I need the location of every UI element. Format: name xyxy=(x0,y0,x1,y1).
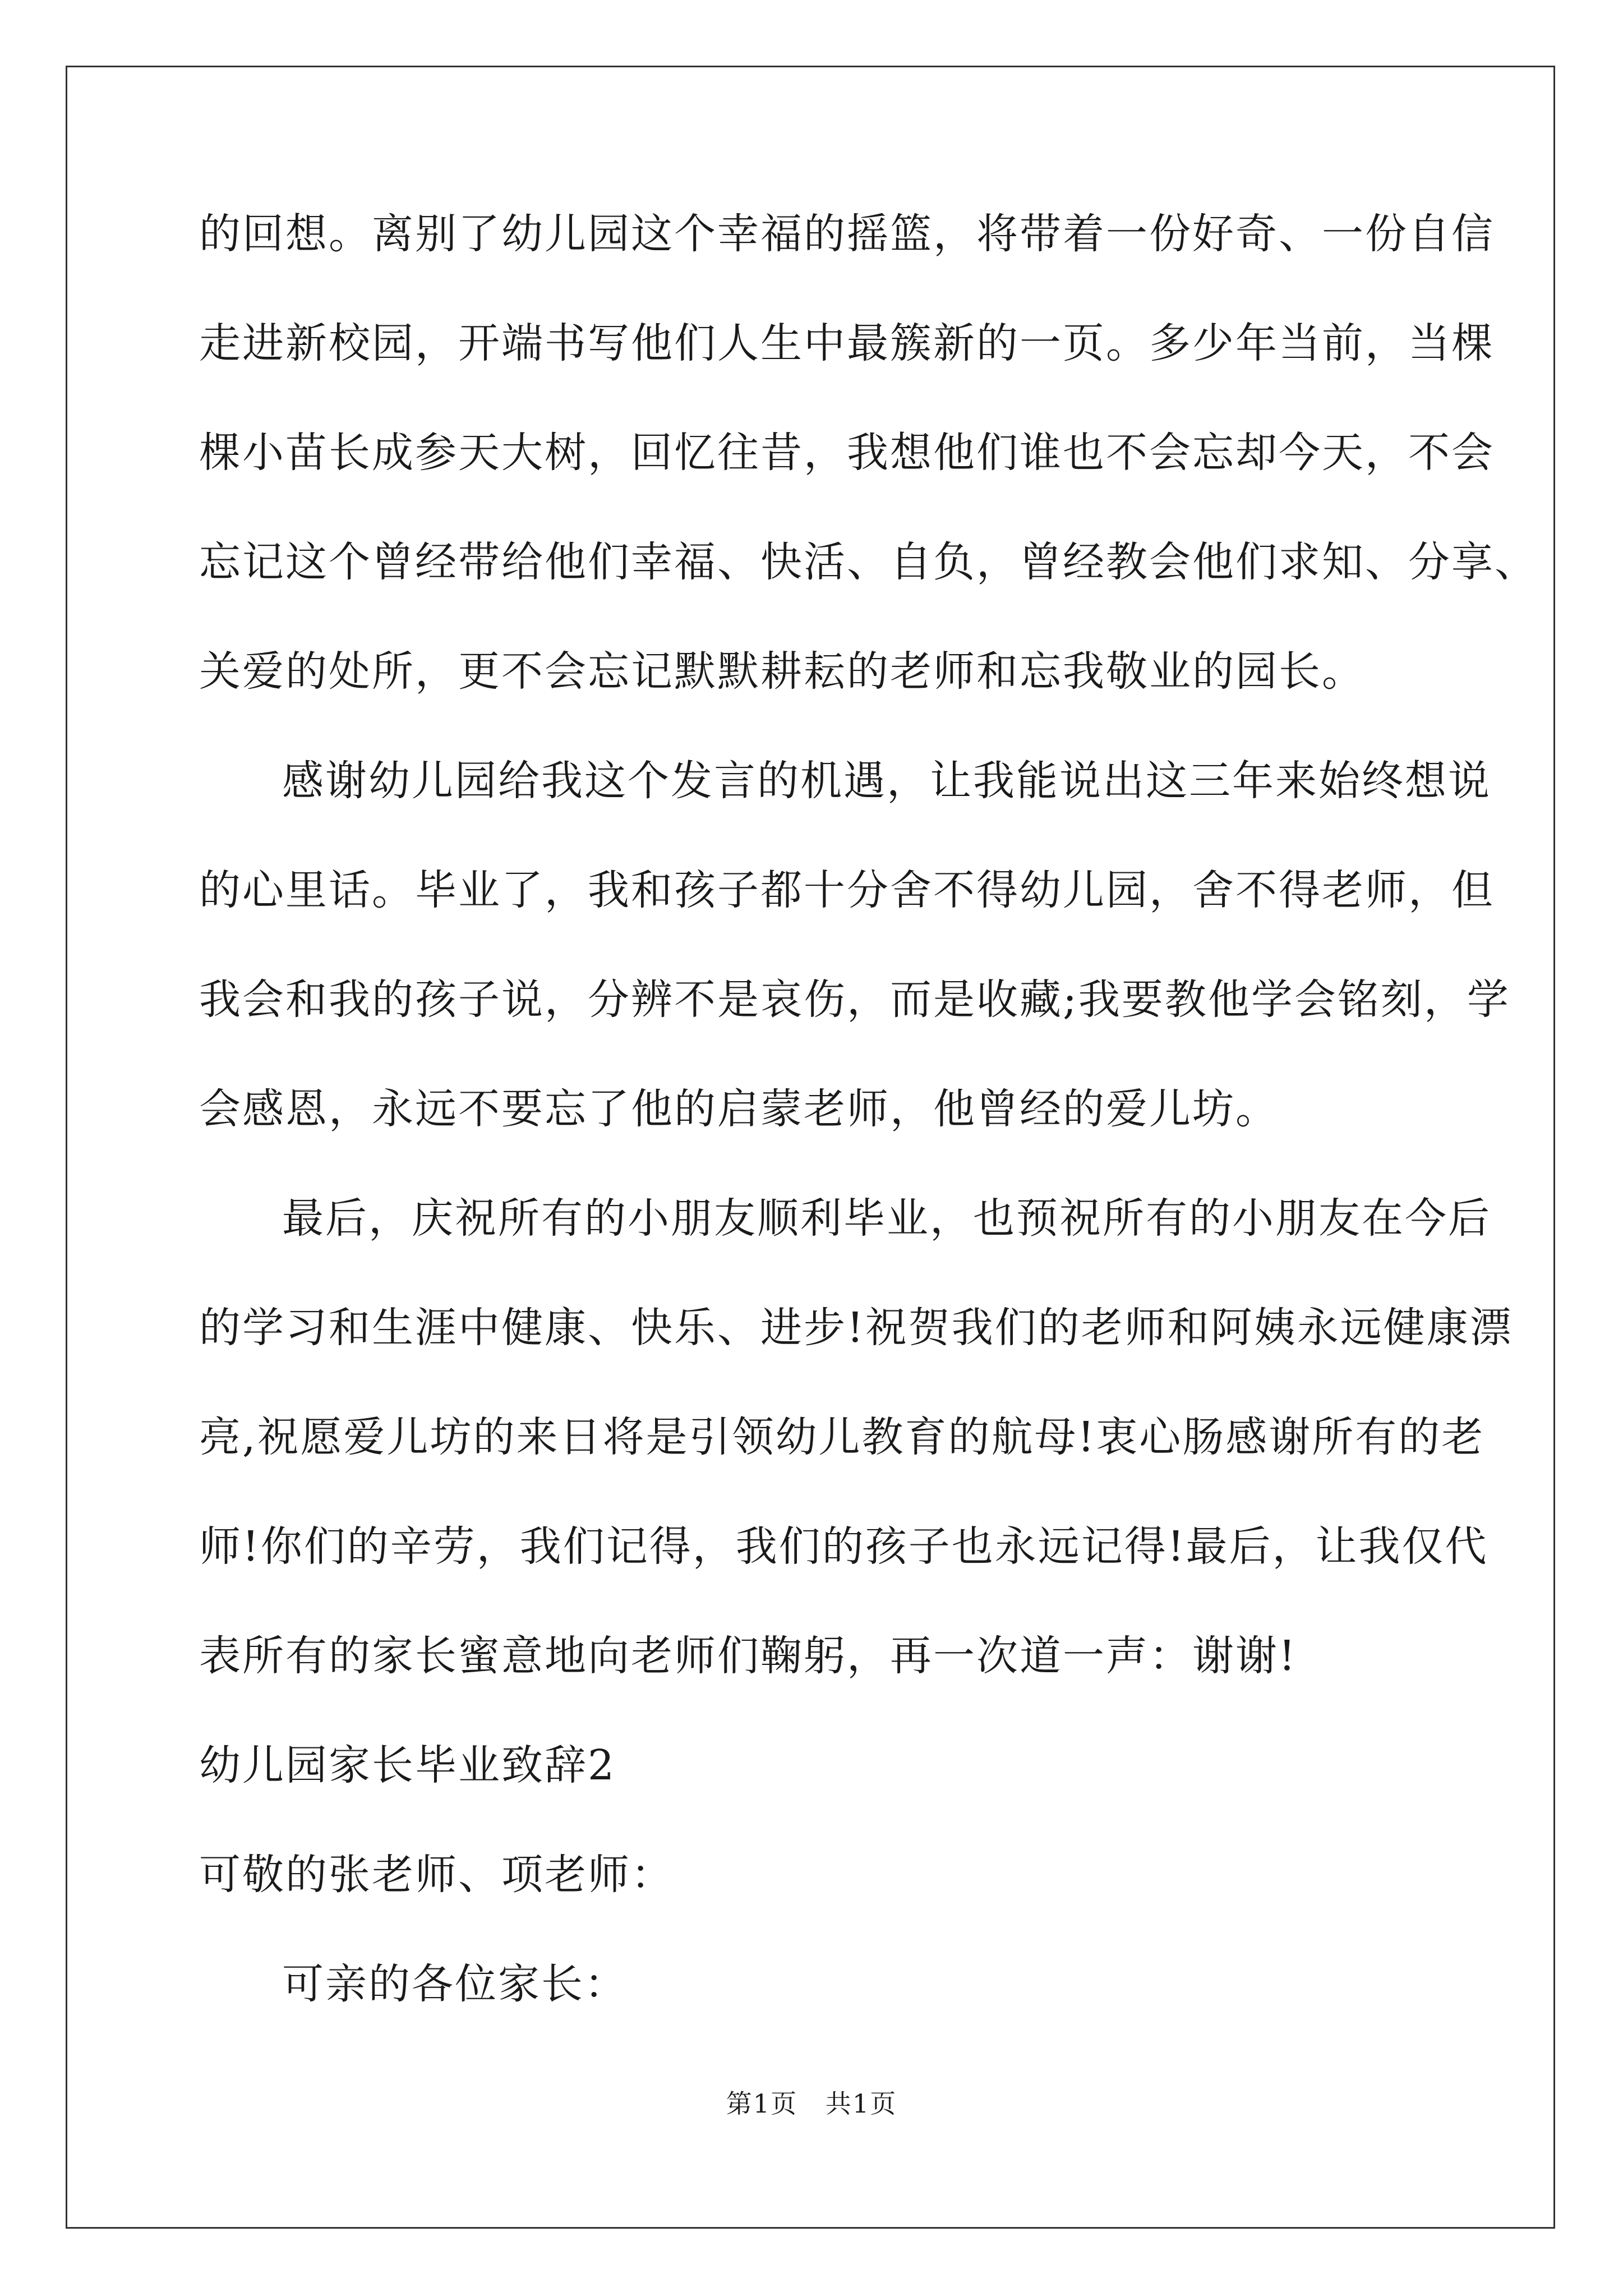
body-line: 的心里话。毕业了，我和孩子都十分舍不得幼儿园，舍不得老师，但 xyxy=(199,866,1495,914)
body-line: 走进新校园，开端书写他们人生中最簇新的一页。多少年当前，当棵 xyxy=(199,319,1495,367)
salutation-teachers: 可敬的张老师、项老师： xyxy=(199,1851,674,1899)
section-heading: 幼儿园家长毕业致辞2 xyxy=(199,1741,616,1789)
body-line: 亮,祝愿爱儿坊的来日将是引领幼儿教育的航母!衷心肠感谢所有的老 xyxy=(199,1413,1485,1461)
body-line: 表所有的家长蜜意地向老师们鞠躬，再一次道一声：谢谢! xyxy=(199,1632,1297,1680)
document-body xyxy=(199,210,1538,2073)
body-line: 师!你们的辛劳，我们记得，我们的孩子也永远记得!最后，让我仅代 xyxy=(199,1522,1488,1571)
body-line: 的学习和生涯中健康、快乐、进步!祝贺我们的老师和阿姨永远健康漂 xyxy=(199,1304,1513,1352)
page-footer: 第1页 共1页 xyxy=(726,2088,897,2119)
body-line: 关爱的处所，更不会忘记默默耕耘的老师和忘我敬业的园长。 xyxy=(199,647,1365,696)
body-line: 忘记这个曾经带给他们幸福、快活、自负，曾经教会他们求知、分享、 xyxy=(199,538,1538,586)
body-line: 的回想。离别了幼儿园这个幸福的摇篮，将带着一份好奇、一份自信 xyxy=(199,210,1495,258)
paragraph-start-line: 感谢幼儿园给我这个发言的机遇，让我能说出这三年来始终想说 xyxy=(282,757,1491,805)
paragraph-start-line: 最后，庆祝所有的小朋友顺利毕业，也预祝所有的小朋友在今后 xyxy=(282,1194,1491,1243)
body-line: 我会和我的孩子说，分辨不是哀伤，而是收藏;我要教他学会铭刻，学 xyxy=(199,976,1510,1024)
salutation-parents: 可亲的各位家长： xyxy=(282,1960,628,2008)
body-line: 棵小苗长成参天大树，回忆往昔，我想他们谁也不会忘却今天，不会 xyxy=(199,429,1495,477)
body-line: 会感恩，永远不要忘了他的启蒙老师，他曾经的爱儿坊。 xyxy=(199,1085,1279,1133)
